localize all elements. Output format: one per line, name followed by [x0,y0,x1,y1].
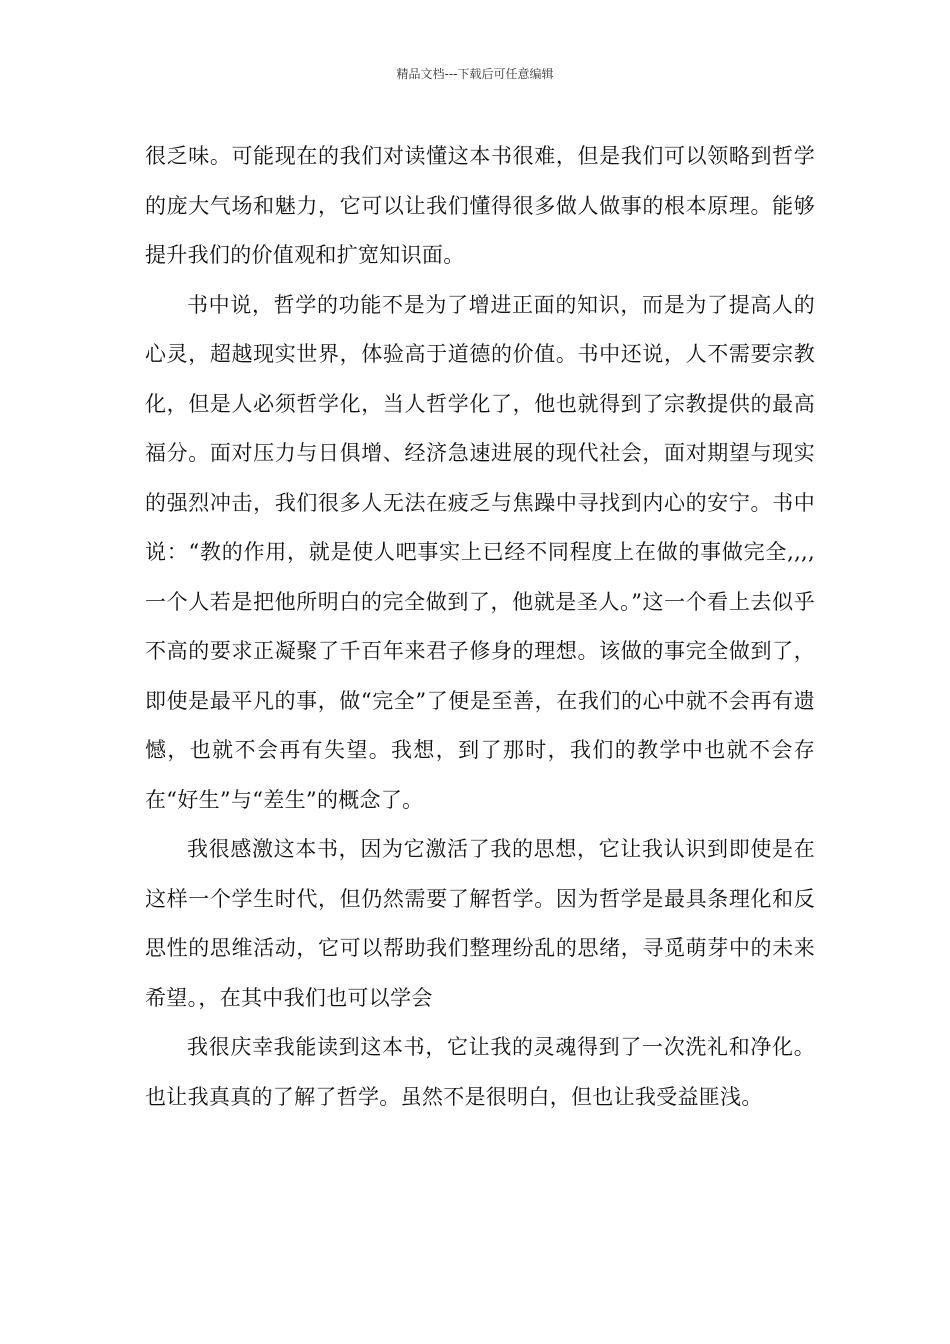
page-header: 精品文档---下载后可任意编辑 [396,67,554,81]
paragraph: 我很庆幸我能读到这本书，它让我的灵魂得到了一次洗礼和净化。也让我真真的了解了哲学。虽然不是很明白，但也让我受益匪浅。 [145,1035,815,1109]
paragraph: 书中说，哲学的功能不是为了增进正面的知识，而是为了提高人的心灵，超越现实世界，体验高于道德的价值。书中还说，人不需要宗教化，但是人必须哲学化，当人哲学化了，他也就得到了宗教提供的最高福分。面对压力与日俱增、经济急速进展的现代社会，面对期望与现实的强烈冲击，我们很多人无法在疲乏与焦躁中寻找到内心的安宁。书中说：“教的作用，就是使人吧事实上已经不同程度上在做的事做完全,,,,一个人若是把他所明白的完全做到了，他就是圣人。”这一个看上去似乎不高的要求正凝聚了千百年来君子修身的理想。该做的事完全做到了，即使是最平凡的事，做“完全”了便是至善，在我们的心中就不会再有遗憾，也就不会再有失望。我想，到了那时，我们的教学中也就不会存在“好生”与“差生”的概念了。 [145,292,815,812]
document-body [145,132,815,1122]
paragraph-continuation: 很乏味。可能现在的我们对读懂这本书很难，但是我们可以领略到哲学的庞大气场和魅力，它可以让我们懂得很多做人做事的根本原理。能够提升我们的价值观和扩宽知识面。 [145,144,815,267]
paragraph: 我很感激这本书，因为它激活了我的思想，它让我认识到即使是在这样一个学生时代，但仍然需要了解哲学。因为哲学是最具条理化和反思性的思维活动，它可以帮助我们整理纷乱的思绪，寻觅萌芽中的未来希望。，在其中我们也可以学会 [145,837,815,1010]
